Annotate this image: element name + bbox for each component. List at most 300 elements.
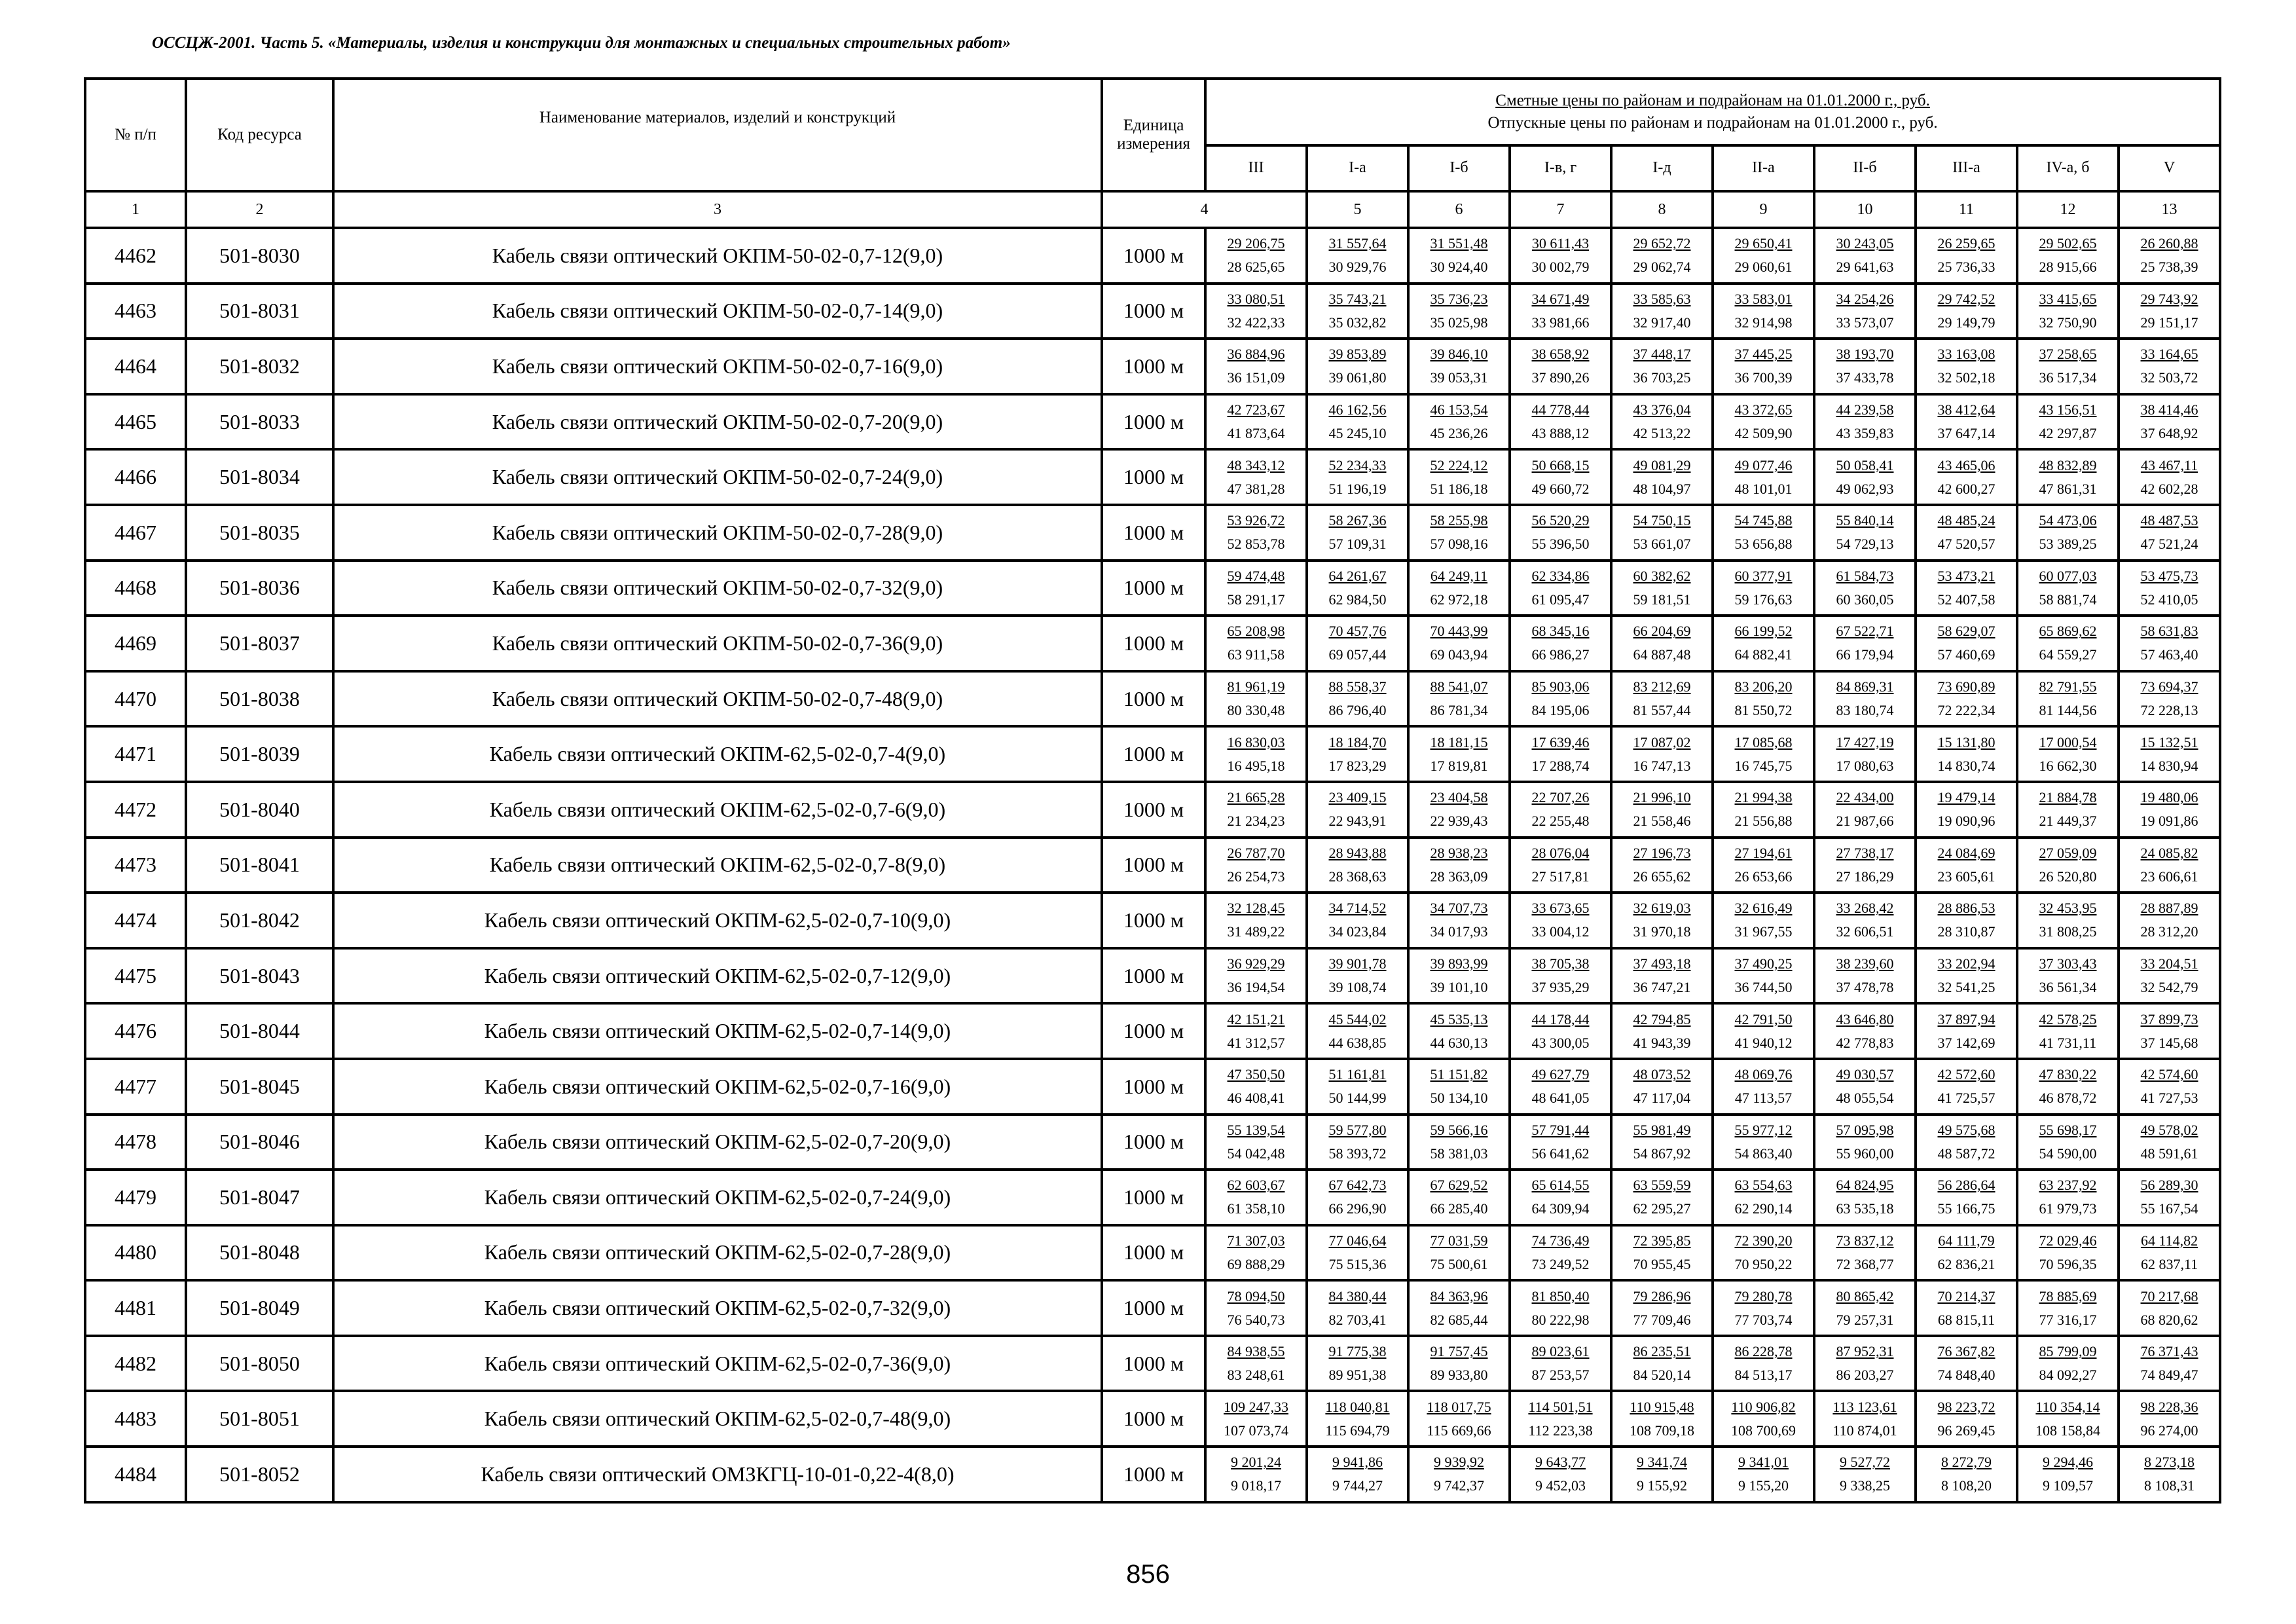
resource-code: 501-8030	[186, 228, 333, 284]
release-price: 47 117,04	[1633, 1090, 1691, 1107]
col-header-prices	[1205, 79, 2220, 145]
estimate-price: 63 237,92	[2039, 1177, 2097, 1194]
price-cell	[2119, 505, 2220, 561]
estimate-price: 84 938,55	[1227, 1343, 1285, 1360]
release-price: 68 815,11	[1937, 1311, 1995, 1328]
estimate-price: 83 212,69	[1633, 678, 1691, 695]
price-cell	[1916, 284, 2017, 339]
price-cell	[1916, 1225, 2017, 1281]
price-cell	[1307, 616, 1408, 671]
district-header: III	[1205, 145, 1307, 191]
release-price: 8 108,20	[1941, 1477, 1992, 1494]
release-price: 21 987,66	[1836, 813, 1894, 830]
price-cell	[1205, 838, 1307, 893]
estimate-price: 48 073,52	[1633, 1066, 1691, 1083]
resource-code: 501-8031	[186, 284, 333, 339]
estimate-price: 8 272,79	[1941, 1454, 1992, 1471]
release-price: 51 196,19	[1328, 480, 1387, 497]
column-number: 3	[333, 191, 1102, 228]
material-name: Кабель связи оптический ОКПМ-62,5-02-0,7-14(9,0)	[333, 1003, 1102, 1059]
price-cell	[1205, 228, 1307, 284]
release-price: 58 291,17	[1227, 591, 1285, 608]
release-price: 47 861,31	[2039, 480, 2097, 497]
unit: 1000 м	[1102, 893, 1205, 948]
release-price: 50 134,10	[1430, 1090, 1488, 1107]
estimate-price: 58 255,98	[1430, 512, 1488, 529]
unit: 1000 м	[1102, 1059, 1205, 1115]
table-row	[85, 671, 2220, 727]
price-cell	[1408, 893, 1510, 948]
release-price: 89 951,38	[1328, 1367, 1387, 1384]
release-price: 37 433,78	[1836, 369, 1894, 386]
release-price: 108 709,18	[1630, 1422, 1694, 1439]
estimate-price: 9 939,92	[1434, 1454, 1484, 1471]
material-name: Кабель связи оптический ОКПМ-50-02-0,7-36(9,0)	[333, 616, 1102, 671]
estimate-price: 9 294,46	[2043, 1454, 2093, 1471]
price-cell	[1814, 1115, 1916, 1170]
estimate-price: 32 619,03	[1633, 900, 1691, 917]
release-price: 9 155,20	[1738, 1477, 1789, 1494]
price-cell	[2017, 726, 2119, 782]
release-price: 34 017,93	[1430, 923, 1488, 940]
estimate-price: 71 307,03	[1227, 1232, 1285, 1249]
price-cell	[1713, 1280, 1814, 1336]
release-price: 16 747,13	[1633, 757, 1691, 774]
estimate-price: 22 707,26	[1531, 789, 1590, 806]
price-cell	[1408, 449, 1510, 505]
estimate-price: 54 750,15	[1633, 512, 1691, 529]
column-number: 7	[1510, 191, 1611, 228]
row-number: 4474	[85, 893, 186, 948]
unit: 1000 м	[1102, 228, 1205, 284]
price-cell	[1510, 228, 1611, 284]
estimate-price: 26 787,70	[1227, 844, 1285, 861]
price-cell	[1307, 671, 1408, 727]
unit: 1000 м	[1102, 1115, 1205, 1170]
estimate-price: 28 938,23	[1430, 844, 1488, 861]
release-price: 30 002,79	[1531, 259, 1590, 276]
price-cell	[1713, 1003, 1814, 1059]
row-number: 4484	[85, 1447, 186, 1502]
estimate-price: 56 286,64	[1937, 1177, 1995, 1194]
estimate-price: 34 671,49	[1531, 290, 1590, 307]
estimate-price: 55 840,14	[1836, 512, 1894, 529]
release-price: 66 179,94	[1836, 646, 1894, 663]
release-price: 27 186,29	[1836, 868, 1894, 885]
estimate-price: 38 412,64	[1937, 401, 1995, 418]
release-price: 32 917,40	[1633, 314, 1691, 331]
release-price: 41 725,57	[1937, 1090, 1995, 1107]
estimate-price: 76 367,82	[1937, 1343, 1995, 1360]
price-cell	[1916, 394, 2017, 450]
district-header: IV-а, б	[2017, 145, 2119, 191]
release-price: 48 101,01	[1734, 480, 1793, 497]
price-cell	[1408, 1059, 1510, 1115]
release-price: 52 410,05	[2140, 591, 2198, 608]
price-cell	[1916, 561, 2017, 616]
release-price: 77 709,46	[1633, 1311, 1691, 1328]
table-row	[85, 893, 2220, 948]
price-cell	[2119, 893, 2220, 948]
estimate-price: 33 673,65	[1531, 900, 1590, 917]
estimate-price: 42 794,85	[1633, 1010, 1691, 1027]
price-cell	[1205, 1170, 1307, 1225]
release-price: 43 888,12	[1531, 425, 1590, 442]
estimate-price: 58 267,36	[1328, 512, 1387, 529]
unit: 1000 м	[1102, 671, 1205, 727]
release-price: 21 234,23	[1227, 813, 1285, 830]
price-cell	[2119, 616, 2220, 671]
release-price: 84 092,27	[2039, 1367, 2097, 1384]
release-price: 62 836,21	[1937, 1255, 1995, 1272]
estimate-price: 27 738,17	[1836, 844, 1894, 861]
column-number-row	[85, 191, 2220, 228]
price-cell	[1611, 1336, 1713, 1392]
release-price: 36 700,39	[1734, 369, 1793, 386]
resource-code: 501-8044	[186, 1003, 333, 1059]
estimate-price: 30 611,43	[1531, 235, 1590, 252]
release-price: 42 513,22	[1633, 425, 1691, 442]
price-cell	[1205, 1059, 1307, 1115]
price-cell	[2017, 1170, 2119, 1225]
release-price: 30 929,76	[1328, 259, 1387, 276]
price-cell	[2119, 1003, 2220, 1059]
price-cell	[1408, 284, 1510, 339]
estimate-price: 21 994,38	[1734, 789, 1793, 806]
estimate-price: 37 899,73	[2140, 1010, 2198, 1027]
price-table	[84, 77, 2221, 1504]
table-row	[85, 1225, 2220, 1281]
price-cell	[2119, 1280, 2220, 1336]
release-price: 29 062,74	[1633, 259, 1691, 276]
estimate-price: 66 204,69	[1633, 623, 1691, 640]
price-cell	[2017, 1391, 2119, 1447]
estimate-price: 60 382,62	[1633, 567, 1691, 584]
release-price: 39 108,74	[1328, 979, 1387, 996]
price-cell	[1916, 1003, 2017, 1059]
resource-code: 501-8037	[186, 616, 333, 671]
estimate-price: 65 869,62	[2039, 623, 2097, 640]
price-cell	[1713, 394, 1814, 450]
estimate-price: 44 178,44	[1531, 1010, 1590, 1027]
material-name: Кабель связи оптический ОКПМ-50-02-0,7-28(9,0)	[333, 505, 1102, 561]
price-cell	[1205, 1003, 1307, 1059]
estimate-price: 68 345,16	[1531, 623, 1590, 640]
price-cell	[1205, 893, 1307, 948]
price-cell	[2017, 505, 2119, 561]
estimate-price: 35 736,23	[1430, 290, 1488, 307]
material-name: Кабель связи оптический ОКПМ-62,5-02-0,7-24(9,0)	[333, 1170, 1102, 1225]
price-cell	[1205, 1447, 1307, 1502]
release-price: 32 606,51	[1836, 923, 1894, 940]
row-number: 4472	[85, 782, 186, 838]
price-cell	[1916, 1447, 2017, 1502]
price-cell	[1916, 838, 2017, 893]
release-price: 33 004,12	[1531, 923, 1590, 940]
row-number: 4477	[85, 1059, 186, 1115]
estimate-price: 61 584,73	[1836, 567, 1894, 584]
price-cell	[1713, 782, 1814, 838]
estimate-price: 21 884,78	[2039, 789, 2097, 806]
price-cell	[1510, 1447, 1611, 1502]
price-cell	[1408, 616, 1510, 671]
price-cell	[1307, 1059, 1408, 1115]
price-cell	[1713, 505, 1814, 561]
column-number: 9	[1713, 191, 1814, 228]
price-cell	[1307, 1336, 1408, 1392]
price-cell	[2119, 1225, 2220, 1281]
price-cell	[1916, 1170, 2017, 1225]
resource-code: 501-8035	[186, 505, 333, 561]
price-cell	[1611, 505, 1713, 561]
release-price: 86 203,27	[1836, 1367, 1894, 1384]
release-price: 36 151,09	[1227, 369, 1285, 386]
price-cell	[1713, 1170, 1814, 1225]
release-price: 9 338,25	[1840, 1477, 1890, 1494]
estimate-price: 43 465,06	[1937, 456, 1995, 473]
estimate-price: 33 415,65	[2039, 290, 2097, 307]
page-number: 856	[1126, 1560, 1170, 1589]
release-price: 64 559,27	[2039, 646, 2097, 663]
estimate-price: 52 234,33	[1328, 456, 1387, 473]
price-cell	[1611, 1170, 1713, 1225]
row-number: 4469	[85, 616, 186, 671]
release-price: 58 881,74	[2039, 591, 2097, 608]
release-price: 64 309,94	[1531, 1200, 1590, 1217]
release-price: 16 495,18	[1227, 757, 1285, 774]
price-cell	[1713, 671, 1814, 727]
estimate-price: 81 850,40	[1531, 1287, 1590, 1304]
estimate-price: 35 743,21	[1328, 290, 1387, 307]
estimate-price: 49 077,46	[1734, 456, 1793, 473]
price-cell	[1307, 838, 1408, 893]
release-price: 9 742,37	[1434, 1477, 1484, 1494]
estimate-price: 67 629,52	[1430, 1177, 1488, 1194]
estimate-price: 55 981,49	[1633, 1121, 1691, 1138]
col-header-name: Наименование материалов, изделий и конструкций	[333, 79, 1102, 191]
price-cell	[1510, 561, 1611, 616]
price-cell	[1510, 671, 1611, 727]
price-cell	[2017, 948, 2119, 1004]
price-cell	[1713, 726, 1814, 782]
estimate-price: 55 698,17	[2039, 1121, 2097, 1138]
estimate-price: 37 897,94	[1937, 1010, 1995, 1027]
district-header: I-б	[1408, 145, 1510, 191]
price-cell	[1713, 284, 1814, 339]
release-price: 28 310,87	[1937, 923, 1995, 940]
estimate-price: 77 031,59	[1430, 1232, 1488, 1249]
price-cell	[1205, 339, 1307, 394]
price-cell	[1814, 838, 1916, 893]
material-name: Кабель связи оптический ОКПМ-62,5-02-0,7-28(9,0)	[333, 1225, 1102, 1281]
unit: 1000 м	[1102, 1336, 1205, 1392]
release-price: 72 368,77	[1836, 1255, 1894, 1272]
release-price: 54 590,00	[2039, 1145, 2097, 1162]
table-row	[85, 284, 2220, 339]
estimate-price: 74 736,49	[1531, 1232, 1590, 1249]
estimate-price: 39 901,78	[1328, 955, 1387, 972]
table-row	[85, 1391, 2220, 1447]
release-price: 57 109,31	[1328, 536, 1387, 553]
price-cell	[1510, 616, 1611, 671]
release-price: 9 109,57	[2043, 1477, 2093, 1494]
price-cell	[1713, 1336, 1814, 1392]
estimate-price: 38 193,70	[1836, 346, 1894, 363]
row-number: 4481	[85, 1280, 186, 1336]
row-number: 4482	[85, 1336, 186, 1392]
release-price: 57 460,69	[1937, 646, 1995, 663]
release-price: 21 558,46	[1633, 813, 1691, 830]
price-cell	[1408, 1225, 1510, 1281]
price-cell	[2119, 228, 2220, 284]
price-cell	[2017, 339, 2119, 394]
price-cell	[1713, 1225, 1814, 1281]
estimate-price: 37 448,17	[1633, 346, 1691, 363]
price-cell	[1510, 1391, 1611, 1447]
estimate-price: 29 502,65	[2039, 235, 2097, 252]
release-price: 57 098,16	[1430, 536, 1488, 553]
estimate-price: 42 151,21	[1227, 1010, 1285, 1027]
estimate-price: 91 775,38	[1328, 1343, 1387, 1360]
estimate-price: 27 196,73	[1633, 844, 1691, 861]
price-cell	[2119, 948, 2220, 1004]
material-name: Кабель связи оптический ОКПМ-62,5-02-0,7-12(9,0)	[333, 948, 1102, 1004]
column-number: 4	[1102, 191, 1307, 228]
release-price: 61 358,10	[1227, 1200, 1285, 1217]
release-price: 9 744,27	[1332, 1477, 1383, 1494]
table-row	[85, 505, 2220, 561]
release-price: 84 513,17	[1734, 1367, 1793, 1384]
estimate-price: 31 557,64	[1328, 235, 1387, 252]
release-price: 54 042,48	[1227, 1145, 1285, 1162]
release-price: 33 573,07	[1836, 314, 1894, 331]
release-price: 66 285,40	[1430, 1200, 1488, 1217]
price-cell	[1307, 1280, 1408, 1336]
estimate-price: 17 085,68	[1734, 733, 1793, 750]
column-number: 5	[1307, 191, 1408, 228]
price-cell	[2017, 228, 2119, 284]
table-row	[85, 1336, 2220, 1392]
price-cell	[1611, 1003, 1713, 1059]
estimate-price: 59 566,16	[1430, 1121, 1488, 1138]
estimate-price: 48 485,24	[1937, 512, 1995, 529]
price-cell	[1510, 1170, 1611, 1225]
release-price: 41 727,53	[2140, 1090, 2198, 1107]
release-price: 53 656,88	[1734, 536, 1793, 553]
resource-code: 501-8052	[186, 1447, 333, 1502]
material-name: Кабель связи оптический ОКПМ-62,5-02-0,7-16(9,0)	[333, 1059, 1102, 1115]
price-cell	[1713, 228, 1814, 284]
release-price: 39 053,31	[1430, 369, 1488, 386]
estimate-price: 33 202,94	[1937, 955, 1995, 972]
price-cell	[1916, 671, 2017, 727]
price-cell	[1916, 893, 2017, 948]
price-cell	[1510, 726, 1611, 782]
release-price: 37 935,29	[1531, 979, 1590, 996]
estimate-price: 27 194,61	[1734, 844, 1793, 861]
price-cell	[1916, 1336, 2017, 1392]
release-price: 32 502,18	[1937, 369, 1995, 386]
estimate-price: 37 493,18	[1633, 955, 1691, 972]
price-cell	[1408, 561, 1510, 616]
release-price: 32 422,33	[1227, 314, 1285, 331]
estimate-price: 28 886,53	[1937, 900, 1995, 917]
estimate-price: 62 334,86	[1531, 567, 1590, 584]
release-price: 77 703,74	[1734, 1311, 1793, 1328]
release-price: 22 255,48	[1531, 813, 1590, 830]
price-cell	[1814, 1336, 1916, 1392]
price-cell	[1814, 616, 1916, 671]
row-number: 4480	[85, 1225, 186, 1281]
release-price: 22 939,43	[1430, 813, 1488, 830]
table-row	[85, 1003, 2220, 1059]
release-price: 8 108,31	[2144, 1477, 2195, 1494]
price-cell	[1510, 1003, 1611, 1059]
release-price: 84 195,06	[1531, 702, 1590, 719]
price-cell	[2017, 449, 2119, 505]
unit: 1000 м	[1102, 1003, 1205, 1059]
price-cell	[1814, 1003, 1916, 1059]
col-header-code: Код ресурса	[186, 79, 333, 191]
price-cell	[1408, 726, 1510, 782]
price-cell	[2017, 671, 2119, 727]
release-price: 37 648,92	[2140, 425, 2198, 442]
release-price: 36 747,21	[1633, 979, 1691, 996]
estimate-price: 53 473,21	[1937, 567, 1995, 584]
estimate-price: 8 273,18	[2144, 1454, 2195, 1471]
estimate-price: 56 520,29	[1531, 512, 1590, 529]
release-price: 54 867,92	[1633, 1145, 1691, 1162]
release-price: 62 972,18	[1430, 591, 1488, 608]
price-cell	[2119, 1336, 2220, 1392]
release-price: 23 605,61	[1937, 868, 1995, 885]
estimate-price: 50 668,15	[1531, 456, 1590, 473]
release-price: 77 316,17	[2039, 1311, 2097, 1328]
estimate-price: 45 544,02	[1328, 1010, 1387, 1027]
table-row	[85, 838, 2220, 893]
release-price: 60 360,05	[1836, 591, 1894, 608]
unit: 1000 м	[1102, 948, 1205, 1004]
release-price: 14 830,74	[1937, 757, 1995, 774]
estimate-price: 17 639,46	[1531, 733, 1590, 750]
release-price: 47 113,57	[1734, 1090, 1793, 1107]
release-price: 115 669,66	[1427, 1422, 1491, 1439]
estimate-price: 70 214,37	[1937, 1287, 1995, 1304]
estimate-price: 42 578,25	[2039, 1010, 2097, 1027]
release-price: 39 061,80	[1328, 369, 1387, 386]
resource-code: 501-8050	[186, 1336, 333, 1392]
estimate-price: 85 799,09	[2039, 1343, 2097, 1360]
estimate-price: 52 224,12	[1430, 456, 1488, 473]
release-price: 59 176,63	[1734, 591, 1793, 608]
estimate-price: 64 824,95	[1836, 1177, 1894, 1194]
estimate-price: 43 646,80	[1836, 1010, 1894, 1027]
estimate-price: 15 131,80	[1937, 733, 1995, 750]
release-price: 75 515,36	[1328, 1255, 1387, 1272]
release-price: 47 520,57	[1937, 536, 1995, 553]
table-row	[85, 228, 2220, 284]
price-cell	[2119, 1170, 2220, 1225]
price-cell	[1510, 449, 1611, 505]
estimate-price: 64 261,67	[1328, 567, 1387, 584]
price-cell	[2119, 394, 2220, 450]
price-cell	[1916, 616, 2017, 671]
release-price: 28 915,66	[2039, 259, 2097, 276]
price-cell	[1713, 948, 1814, 1004]
release-price: 49 660,72	[1531, 480, 1590, 497]
estimate-price: 37 258,65	[2039, 346, 2097, 363]
release-price: 25 738,39	[2140, 259, 2198, 276]
